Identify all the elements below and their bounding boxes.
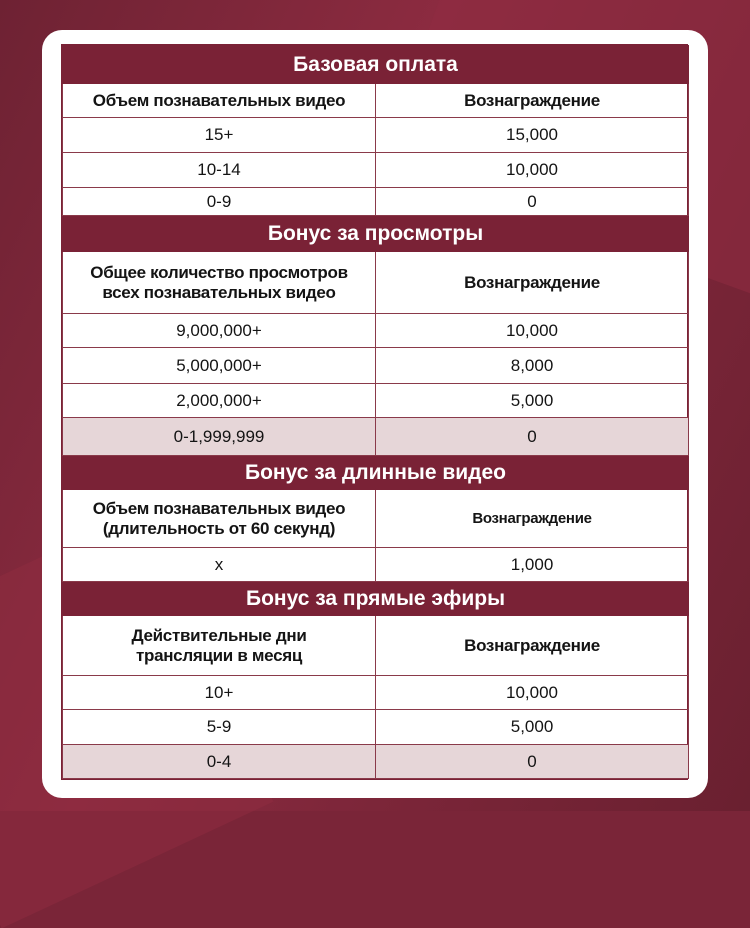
column-header: Вознаграждение (376, 490, 689, 548)
table-row (63, 710, 689, 745)
table-cell: 10+ (63, 676, 376, 710)
table-cell: 5,000 (376, 710, 689, 745)
column-header (63, 616, 376, 676)
table-cell: 10,000 (376, 314, 689, 348)
table-cell: 10,000 (376, 153, 689, 188)
table-row (63, 118, 689, 153)
table-cell: 0-9 (63, 188, 376, 216)
section-header-row (63, 582, 689, 616)
table-row (63, 314, 689, 348)
column-header (63, 490, 376, 548)
table-cell: 0 (376, 188, 689, 216)
table-cell: 0 (376, 418, 689, 456)
column-header-row (63, 252, 689, 314)
section-header-row (63, 216, 689, 252)
table-cell: 5-9 (63, 710, 376, 745)
table-cell: 8,000 (376, 348, 689, 384)
section-header-row (63, 46, 689, 84)
table-cell: 10,000 (376, 676, 689, 710)
column-header-line: всех познавательных видео (102, 282, 336, 302)
section-title: Базовая оплата (63, 46, 689, 84)
section-title: Бонус за прямые эфиры (63, 582, 689, 616)
column-header (63, 252, 376, 314)
column-header-line: Действительные дни (131, 625, 307, 645)
table-cell: 9,000,000+ (63, 314, 376, 348)
table-cell: 5,000,000+ (63, 348, 376, 384)
column-header: Объем познавательных видео (63, 84, 376, 118)
table-cell: 15+ (63, 118, 376, 153)
table-cell: 0-1,999,999 (63, 418, 376, 456)
section-header-row (63, 456, 689, 490)
column-header-line: Объем познавательных видео (92, 498, 346, 518)
column-header-line: трансляции в месяц (135, 645, 303, 665)
column-header: Вознаграждение (376, 252, 689, 314)
column-header-row (63, 490, 689, 548)
column-header: Вознаграждение (376, 84, 689, 118)
reward-table (61, 44, 688, 780)
table-cell: 0 (376, 745, 689, 779)
table-cell: 5,000 (376, 384, 689, 418)
column-header: Вознаграждение (376, 616, 689, 676)
column-header-line: (длительность от 60 секунд) (102, 518, 336, 538)
section-title: Бонус за просмотры (63, 216, 689, 252)
column-header-row (63, 84, 689, 118)
table-cell: 0-4 (63, 745, 376, 779)
table-row (63, 745, 689, 779)
section-title: Бонус за длинные видео (63, 456, 689, 490)
table-row (63, 348, 689, 384)
table-cell: 10-14 (63, 153, 376, 188)
table-cell: 2,000,000+ (63, 384, 376, 418)
table-row (63, 153, 689, 188)
table-row (63, 418, 689, 456)
column-header-line: Общее количество просмотров (90, 262, 348, 282)
table-row (63, 384, 689, 418)
table-row (63, 676, 689, 710)
table-row (63, 548, 689, 582)
table-cell: 15,000 (376, 118, 689, 153)
table-row (63, 188, 689, 216)
table-cell: 1,000 (376, 548, 689, 582)
column-header-row (63, 616, 689, 676)
table-cell: x (63, 548, 376, 582)
